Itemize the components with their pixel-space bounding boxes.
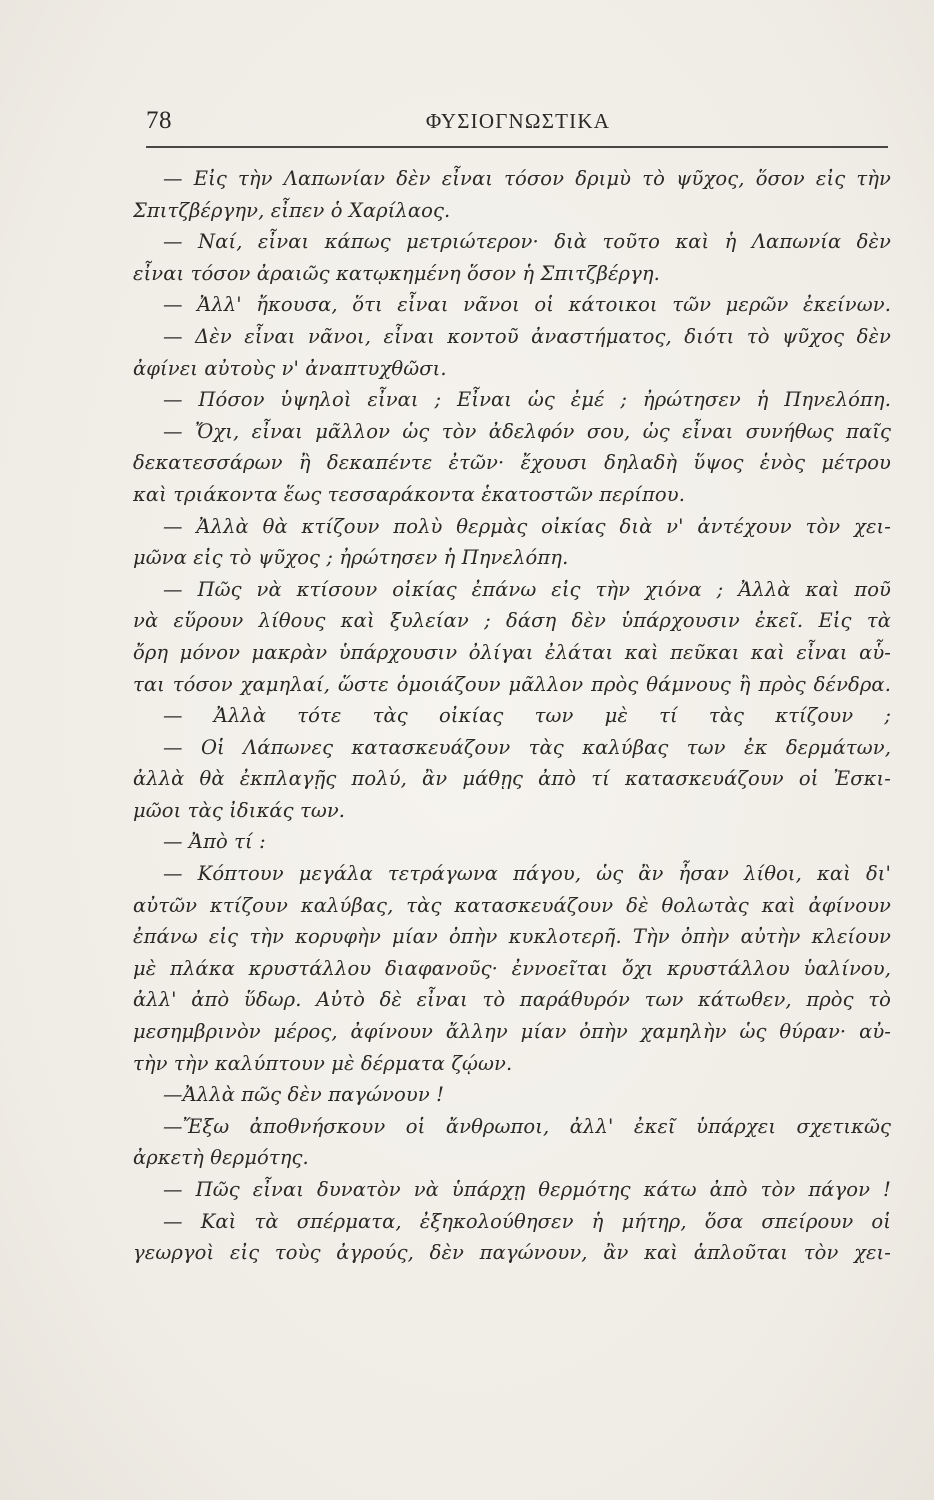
text-line: — Ἀπὸ τί : [163, 830, 266, 854]
text-line: Σπιτζβέργην, εἶπεν ὁ Χαρίλαος. [133, 198, 451, 222]
text-line: ται τόσον χαμηλαί, ὥστε ὁμοιάζουν μᾶλλον πρὸς θάμνους ἢ πρὸς δένδρα. [133, 672, 891, 696]
text-line: — Ἀλλὰ τότε τὰς οἰκίας των μὲ τί τὰς κτίζουν ; [163, 704, 891, 728]
text-line: μὲ πλάκα κρυστάλλου διαφανοῦς· ἐννοεῖται ὄχι κρυστάλλου ὑαλίνου, [133, 956, 891, 980]
text-line: μεσημβρινὸν μέρος, ἀφίνουν ἄλλην μίαν ὀπὴν χαμηλὴν ὡς θύραν· αὐ- [133, 1020, 891, 1044]
text-line: εἶναι τόσον ἀραιῶς κατῳκημένη ὅσον ἡ Σπιτζβέργη. [133, 261, 660, 285]
text-line: νὰ εὕρουν λίθους καὶ ξυλείαν ; δάση δὲν ὑπάρχουσιν ἐκεῖ. Εἰς τὰ [133, 609, 891, 633]
text-line: καὶ τριάκοντα ἕως τεσσαράκοντα ἑκατοστῶν περίπου. [133, 482, 685, 506]
text-line: — Πῶς εἶναι δυνατὸν νὰ ὑπάρχῃ θερμότης κάτω ἀπὸ τὸν πάγον ! [163, 1178, 891, 1201]
text-line: — Ὄχι, εἶναι μᾶλλον ὡς τὸν ἀδελφόν σου, ὡς εἶναι συνήθως παῖς [163, 419, 891, 443]
text-line: — Ἀλλ' ἤκουσα, ὅτι εἶναι νᾶνοι οἱ κάτοικοι τῶν μερῶν ἐκείνων. [163, 293, 891, 317]
page-number: 78 [146, 107, 172, 134]
text-line: αὐτῶν κτίζουν καλύβας, τὰς κατασκευάζουν δὲ θολωτὰς καὶ ἀφίνουν [133, 893, 891, 917]
text-line: — Πῶς νὰ κτίσουν οἰκίας ἐπάνω εἰς τὴν χιόνα ; Ἀλλὰ καὶ ποῦ [163, 577, 891, 601]
text-line: — Δὲν εἶναι νᾶνοι, εἶναι κοντοῦ ἀναστήματος, διότι τὸ ψῦχος δὲν [163, 324, 891, 348]
header-rule [146, 146, 888, 148]
running-title: ΦΥΣΙΟΓΝΩΣΤΙΚΑ [425, 109, 611, 133]
text-line: τὴν τὴν καλύπτουν μὲ δέρματα ζῴων. [133, 1051, 513, 1075]
text-line: — Ἀλλὰ θὰ κτίζουν πολὺ θερμὰς οἰκίας διὰ ν' ἀντέχουν τὸν χει- [163, 514, 891, 538]
text-line: ἐπάνω εἰς τὴν κορυφὴν μίαν ὀπὴν κυκλοτερῆ. Τὴν ὀπὴν αὐτὴν κλείουν [133, 925, 891, 949]
text-line: ὄρη μόνον μακρὰν ὑπάρχουσιν ὀλίγαι ἐλάται καὶ πεῦκαι καὶ εἶναι αὗ- [133, 640, 891, 664]
text-line: — Ναί, εἶναι κάπως μετριώτερον· διὰ τοῦτο καὶ ἡ Λαπωνία δὲν [163, 230, 891, 254]
text-line: — Εἰς τὴν Λαπωνίαν δὲν εἶναι τόσον δριμὺ τὸ ψῦχος, ὅσον εἰς τὴν [163, 167, 891, 190]
text-line: —Ἔξω ἀποθνήσκουν οἱ ἄνθρωποι, ἀλλ' ἐκεῖ ὑπάρχει σχετικῶς [163, 1114, 891, 1138]
body-text [133, 163, 891, 1269]
text-line: μῶνα εἰς τὸ ψῦχος ; ἠρώτησεν ἡ Πηνελόπη. [133, 546, 569, 570]
text-line: μῶοι τὰς ἰδικάς των. [133, 798, 346, 822]
text-line: δεκατεσσάρων ἢ δεκαπέντε ἐτῶν· ἔχουσι δηλαδὴ ὕψος ἑνὸς μέτρου [133, 451, 891, 475]
text-line: — Οἱ Λάπωνες κατασκευάζουν τὰς καλύβας των ἐκ δερμάτων, [163, 735, 891, 759]
text-line: —Ἀλλὰ πῶς δὲν παγώνουν ! [163, 1083, 445, 1107]
text-line: ἀρκετὴ θερμότης. [133, 1146, 309, 1170]
text-line: ἀφίνει αὐτοὺς ν' ἀναπτυχθῶσι. [133, 356, 447, 380]
text-line: ἀλλὰ θὰ ἐκπλαγῇς πολύ, ἂν μάθῃς ἀπὸ τί κατασκευάζουν οἱ Ἐσκι- [133, 767, 891, 791]
text-line: — Καὶ τὰ σπέρματα, ἐξηκολούθησεν ἡ μήτηρ, ὅσα σπείρουν οἱ [163, 1209, 891, 1233]
text-line: — Πόσον ὑψηλοὶ εἶναι ; Εἶναι ὡς ἐμέ ; ἠρώτησεν ἡ Πηνελόπη. [163, 388, 891, 412]
text-line: ἀλλ' ἀπὸ ὕδωρ. Αὐτὸ δὲ εἶναι τὸ παράθυρόν των κάτωθεν, πρὸς τὸ [133, 988, 891, 1012]
text-line: — Κόπτουν μεγάλα τετράγωνα πάγου, ὡς ἂν ἦσαν λίθοι, καὶ δι' [163, 862, 891, 886]
text-line: γεωργοὶ εἰς τοὺς ἀγρούς, δὲν παγώνουν, ἂν καὶ ἁπλοῦται τὸν χει- [133, 1241, 891, 1265]
page-header [146, 103, 890, 143]
